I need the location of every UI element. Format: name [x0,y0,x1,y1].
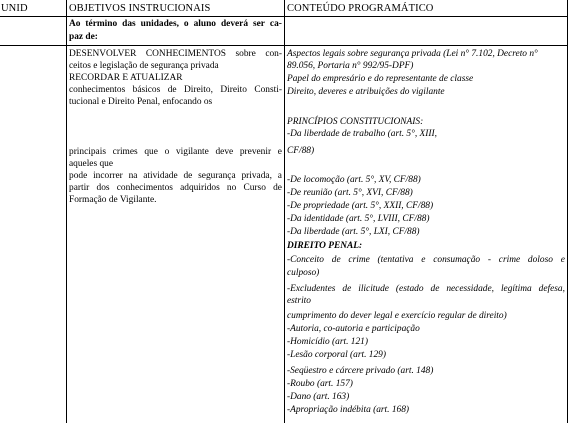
objetivo-line [69,170,282,182]
justified-word: conhecimentos [116,183,173,193]
conteudo-line: -De reunião (art. 5°, XVI, CF/88) [287,188,413,198]
justified-word: o [164,147,170,157]
objetivo-line [69,146,282,158]
justified-word: doloso [527,255,553,265]
justified-word: de [183,171,193,181]
conteudo-line: -Roubo (art. 157) [287,379,353,389]
header-objetivos: OBJETIVOS INSTRUCIONAIS [69,3,211,14]
justified-word: crime [498,255,521,265]
justified-word: partir [69,183,90,193]
objetivo-line [69,84,282,96]
conteudo-line: -De locomoção (art. 5°, XV, CF/88) [287,175,421,185]
justified-word: (estado [395,284,424,294]
justified-word: DESENVOLVER [69,49,137,59]
justified-word: -Excludentes [287,284,336,294]
conteudo-line: cumprimento do dever legal e exercício regular de direito) [287,311,507,321]
objetivo-line: RECORDAR E ATUALIZAR [69,73,183,83]
justified-word: ilicitude [358,284,389,294]
justified-word: e [421,255,426,265]
justified-word: unidades, [140,19,179,29]
section-title-penal: DIREITO PENAL: [287,241,363,251]
justified-word: das [122,19,136,29]
intro-line-1 [69,18,282,30]
conteudo-line: -Da liberdade (art. 5°, LXI, CF/88) [287,227,420,237]
justified-word: privada, [241,171,272,181]
justified-word: defesa, [538,284,565,294]
conteudo-line: -Seqüestro e cárcere privado (art. 148) [287,366,434,376]
conteudo-line: -Autoria, co-autoria e participação [287,324,420,334]
conteudo-line: -Da identidade (art. 5°, LVIII, CF/88) [287,214,430,224]
justified-word: crimes [112,147,138,157]
justified-word: de [342,284,352,294]
intro-line-2: paz de: [69,32,98,42]
justified-word: de [167,85,177,95]
justified-word: de [273,183,282,193]
conteudo-line [287,283,565,295]
justified-word: e [277,147,282,157]
justified-word: Consti- [254,85,282,95]
conteudo-line: -Da liberdade de trabalho (art. 5°, XIII, [287,129,437,139]
justified-word: na [128,171,138,181]
justified-word: -Conceito [287,255,324,265]
justified-word: crime [348,255,370,265]
justified-word: Direito [220,85,247,95]
justified-word: consumação [433,255,481,265]
justified-word: deve [215,147,234,157]
conteudo-line [287,254,565,266]
justified-word: e [560,255,565,265]
objetivo-line: tucional e Direito Penal, enfocando os [69,97,213,107]
conteudo-line: -Homicídio (art. 121) [287,337,368,347]
conteudo-line: Direito, deveres e atribuições do vigilante [287,87,445,97]
justified-word: atividade [143,171,178,181]
justified-word: Ao [69,19,81,29]
justified-word: ser [252,19,265,29]
justified-word: (tentativa [377,255,414,265]
justified-word: incorrer [93,171,123,181]
justified-word: prevenir [239,147,272,157]
justified-word: término [85,19,118,29]
justified-word: conhecimentos [69,85,126,95]
objetivo-line: Formação de Vigilante. [69,195,157,205]
justified-word: adquiridos [180,183,220,193]
conteudo-line: -De propriedade (art. 5°, XXII, CF/88) [287,201,434,211]
conteudo-line: -Lesão corporal (art. 129) [287,350,386,360]
conteudo-line: CF/88) [287,146,315,156]
justified-word: necessidade, [446,284,494,294]
justified-word: legítima [500,284,532,294]
conteudo-line: 89.056, Portaria n° 992/95-DPF) [287,61,414,71]
objetivo-line [69,48,282,60]
justified-word: que [144,147,158,157]
justified-word: ca- [269,19,282,29]
justified-word: básicos [132,85,161,95]
justified-word: no [226,183,237,193]
justified-word: o [183,19,189,29]
justified-word: principais [69,147,106,157]
justified-word: Curso [243,183,266,193]
objetivo-line [69,182,282,194]
justified-word: a [277,171,282,181]
justified-word: dos [96,183,110,193]
conteudo-line: estrito [287,296,311,306]
conteudo-line: Aspectos legais sobre segurança privada (Lei n° 7.102, Decreto n° [287,49,538,59]
justified-word: - [487,255,491,265]
justified-word: sobre [235,49,256,59]
conteudo-line: -Apropriação indébita (art. 168) [287,405,410,415]
justified-word: pode [69,171,88,181]
column-divider-left [66,0,67,423]
justified-word: de [430,284,440,294]
conteudo-line: Papel do empresário e do representante de classe [287,74,474,84]
conteudo-line: -Dano (art. 163) [287,392,350,402]
intro-row-bottom-border [0,45,567,46]
header-conteudo: CONTEÚDO PROGRAMÁTICO [287,3,434,14]
justified-word: vigilante [175,147,209,157]
conteudo-line: culposo) [287,268,320,278]
header-unid: UNID [1,3,28,14]
objetivo-line: ceitos e legislação de segurança privada [69,61,219,71]
justified-word: aluno [193,19,216,29]
justified-word: de [331,255,341,265]
justified-word: deverá [220,19,249,29]
column-divider-right [284,0,285,423]
objetivo-line: aqueles que [69,159,113,169]
section-title-principios: PRINCÍPIOS CONSTITUCIONAIS: [287,117,424,127]
header-bottom-border [0,16,567,17]
justified-word: con- [265,49,282,59]
justified-word: CONHECIMENTOS [145,49,226,59]
justified-word: Direito, [184,85,213,95]
justified-word: segurança [198,171,236,181]
